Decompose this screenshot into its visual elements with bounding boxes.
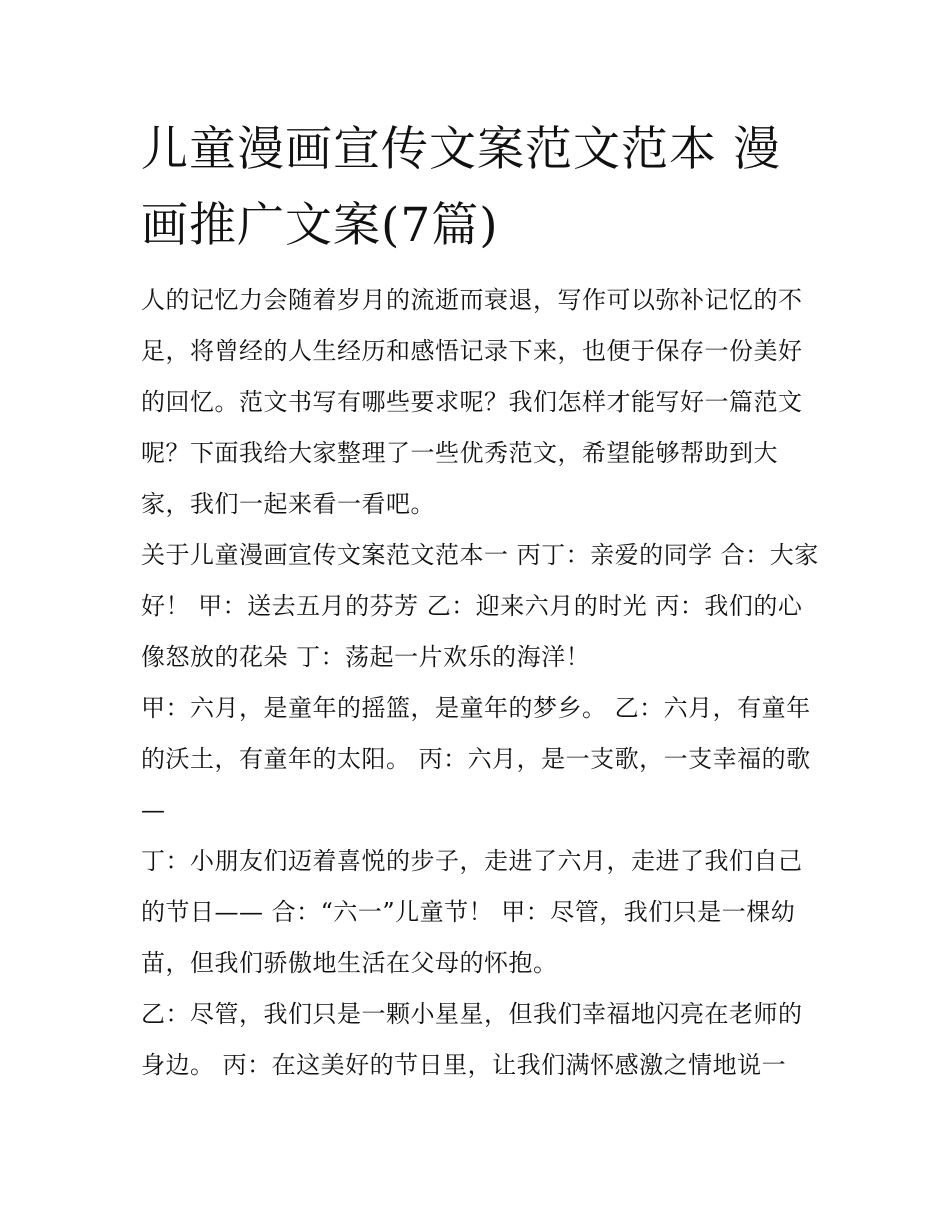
document-title: 儿童漫画宣传文案范文范本 漫画推广文案(7篇) (141, 122, 781, 253)
paragraph-june: 甲：六月，是童年的摇篮，是童年的梦乡。 乙：六月，有童年的沃土，有童年的太阳。 丙：六月，是一支歌，一支幸福的歌— (141, 694, 811, 824)
paragraph-intro: 人的记忆力会随着岁月的流逝而衰退，写作可以弥补记忆的不足，将曾经的人生经历和感悟记录下来，也便于保存一份美好的回忆。范文书写有哪些要求呢？我们怎样才能写好一篇范文呢？下面我给大家整理了一些优秀范文，希望能够帮助到大家，我们一起来看一看吧。 (141, 286, 803, 518)
paragraph-childrens-day: 丁：小朋友们迈着喜悦的步子，走进了六月，走进了我们自己的节日—— 合：“六一”儿童节！ 甲：尽管，我们只是一棵幼苗，但我们骄傲地生活在父母的怀抱。 (141, 847, 803, 977)
paragraph-gratitude: 乙：尽管，我们只是一颗小星星，但我们幸福地闪亮在老师的身边。 丙：在这美好的节日里，让我们满怀感激之情地说一 (141, 1000, 803, 1079)
paragraph-greeting: 关于儿童漫画宣传文案范文范本一 丙丁：亲爱的同学 合：大家好！ 甲：送去五月的芬芳 乙：迎来六月的时光 丙：我们的心像怒放的花朵 丁：荡起一片欢乐的海洋！ (141, 541, 819, 671)
document-body (141, 275, 821, 1091)
